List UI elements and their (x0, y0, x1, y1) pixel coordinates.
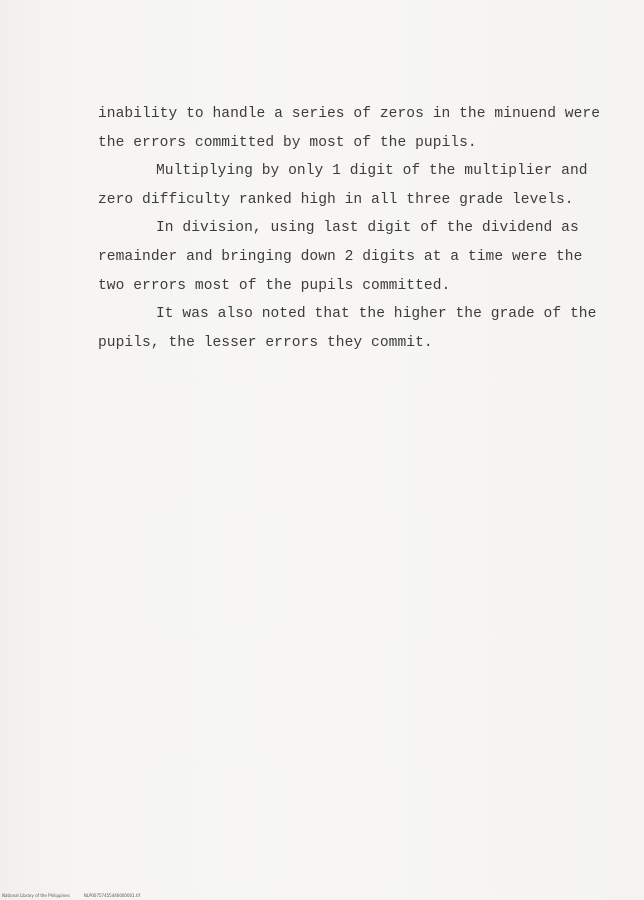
footer-code: NLP00757455446000001.tif (83, 893, 140, 898)
text-line: Multiplying by only 1 digit of the multiplier and (156, 163, 588, 180)
text-line: inability to handle a series of zeros in the minuend were (98, 106, 601, 122)
text-line: It was also noted that the higher the grade of the (156, 306, 597, 323)
text-line: remainder and bringing down 2 digits at a time were the (98, 248, 583, 265)
text-line: pupils, the lesser errors they commit. (98, 334, 433, 351)
body-text (98, 100, 601, 357)
text-line: In division, using last digit of the dividend as (156, 220, 579, 237)
footer-library: National Library of the Philippines (2, 893, 70, 898)
text-line: the errors committed by most of the pupils. (98, 134, 477, 151)
text-line: two errors most of the pupils committed. (98, 277, 451, 294)
text-line: zero difficulty ranked high in all three grade levels. (98, 191, 574, 208)
scan-footer (2, 893, 154, 899)
